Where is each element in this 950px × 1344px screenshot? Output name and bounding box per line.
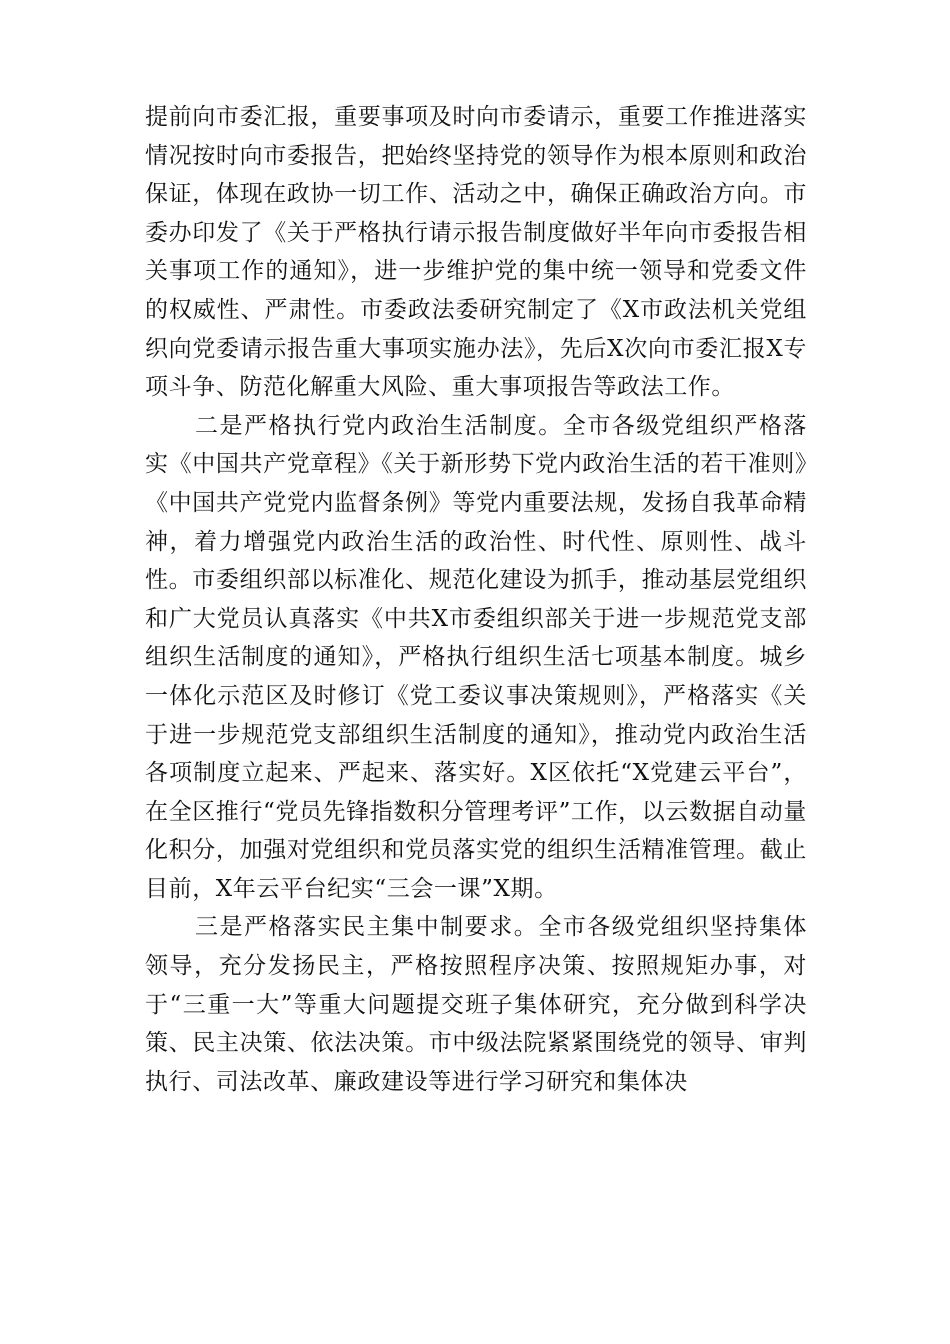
paragraph-party-life-system: 二是严格执行党内政治生活制度。全市各级党组织严格落实《中国共产党章程》《关于新形势下党内政治生活的若干准则》《中国共产党党内监督条例》等党内重要法规，发扬自我革命精神，着力增强党内政治生活的政治性、时代性、原则性、战斗性。市委组织部以标准化、规范化建设为抓手，推动基层党组织和广大党员认真落实《中共X市委组织部关于进一步规范党支部组织生活制度的通知》，严格执行组织生活七项基本制度。城乡一体化示范区及时修订《党工委议事决策规则》，严格落实《关于进一步规范党支部组织生活制度的通知》，推动党内政治生活各项制度立起来、严起来、落实好。X区依托“X党建云平台”，在全区推行“党员先锋指数积分管理考评”工作，以云数据自动量化积分，加强对党组织和党员落实党的组织生活精准管理。截止目前，X年云平台纪实“三会一课”X期。 xyxy=(145,412,807,902)
paragraph-continuation: 提前向市委汇报，重要事项及时向市委请示，重要工作推进落实情况按时向市委报告，把始终坚持党的领导作为根本原则和政治保证，体现在政协一切工作、活动之中，确保正确政治方向。市委办印发了《关于严格执行请示报告制度做好半年向市委报告相关事项工作的通知》，进一步维护党的集中统一领导和党委文件的权威性、严肃性。市委政法委研究制定了《X市政法机关党组织向党委请示报告重大事项实施办法》，先后X次向市委汇报X专项斗争、防范化解重大风险、重大事项报告等政法工作。 xyxy=(145,104,807,401)
document-body xyxy=(145,98,807,1101)
paragraph-democratic-centralism: 三是严格落实民主集中制要求。全市各级党组织坚持集体领导，充分发扬民主，严格按照程序决策、按照规矩办事，对于“三重一大”等重大问题提交班子集体研究，充分做到科学决策、民主决策、依法决策。市中级法院紧紧围绕党的领导、审判执行、司法改革、廉政建设等进行学习研究和集体决 xyxy=(145,914,807,1095)
